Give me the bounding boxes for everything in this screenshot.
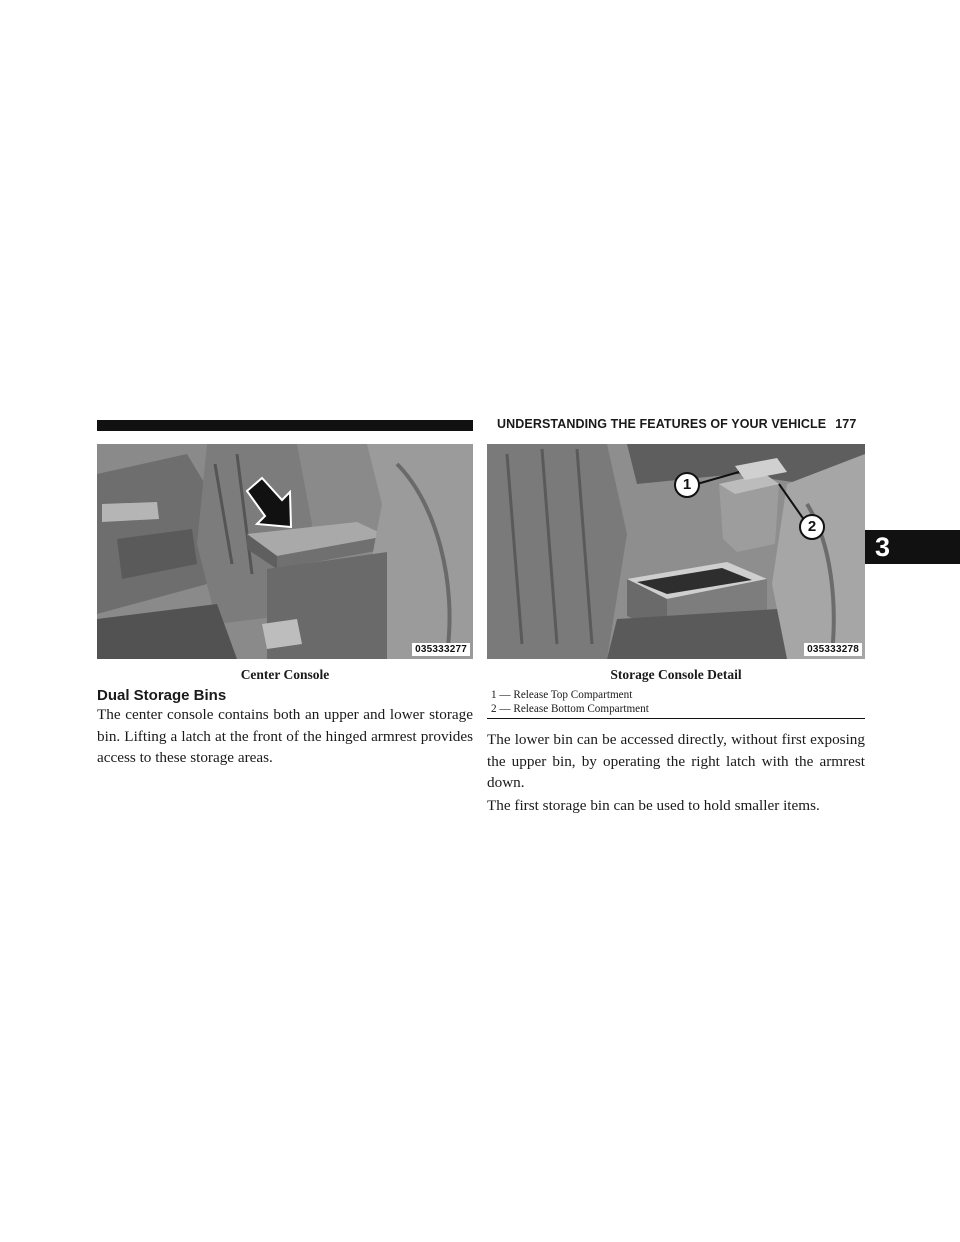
page-number: 177	[835, 417, 857, 431]
header-rule	[97, 420, 473, 431]
body-paragraph: The center console contains both an upper and lower storage bin. Lifting a latch at the front of the hinged armrest provides access to these storage areas.	[97, 706, 473, 766]
figure-code: 035333277	[412, 643, 470, 656]
running-header	[497, 417, 865, 431]
body-paragraph: The first storage bin can be used to hold smaller items.	[487, 797, 820, 814]
figure-caption: Center Console	[240, 667, 330, 682]
legend-item: 2 — Release Bottom Compartment	[491, 702, 649, 715]
section-title: UNDERSTANDING THE FEATURES OF YOUR VEHICLE	[497, 417, 827, 431]
figure-legend	[491, 689, 649, 716]
callout-2: 2	[799, 514, 825, 540]
storage-console-detail-photo	[487, 444, 865, 659]
legend-item: 1 — Release Top Compartment	[491, 689, 633, 701]
center-console-photo	[97, 444, 473, 659]
legend-divider	[487, 718, 865, 719]
chapter-tab[interactable]: 3	[858, 530, 960, 564]
figure-code: 035333278	[804, 643, 862, 656]
callout-1: 1	[674, 472, 700, 498]
section-heading: Dual Storage Bins	[97, 687, 227, 704]
body-paragraph: The lower bin can be accessed directly, without first exposing the upper bin, by operating the right latch with the armrest down.	[487, 731, 865, 791]
center-console-illustration	[97, 444, 473, 659]
figure-caption: Storage Console Detail	[610, 667, 742, 682]
